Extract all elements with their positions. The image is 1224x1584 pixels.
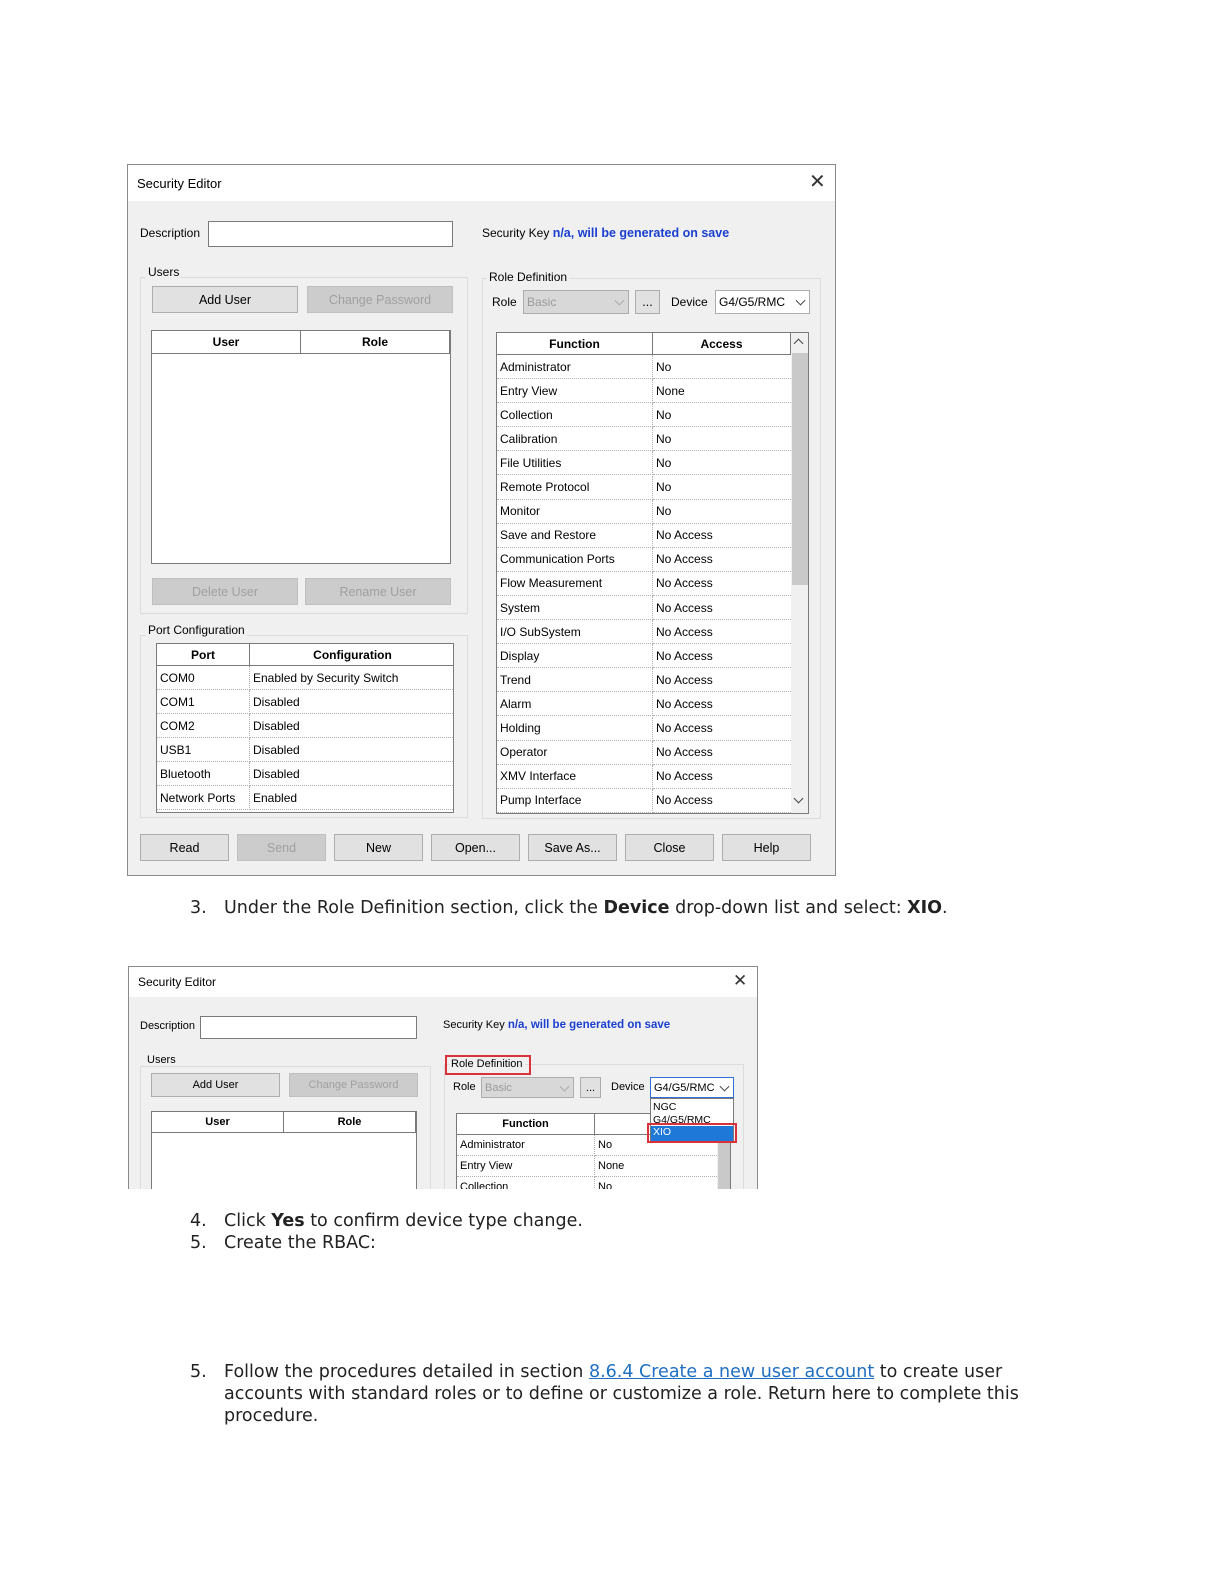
access-cell[interactable]: None <box>653 379 791 403</box>
security-key-label: Security Key <box>482 226 550 240</box>
add-user-button[interactable]: Add User <box>152 286 298 313</box>
function-cell[interactable]: Administrator <box>457 1135 595 1156</box>
function-access-table[interactable] <box>496 332 809 814</box>
step-number: 3. <box>190 898 207 918</box>
scrollbar-thumb[interactable] <box>792 353 808 585</box>
access-cell[interactable]: No <box>595 1135 717 1156</box>
access-cell[interactable]: No Access <box>653 765 791 789</box>
port-cell[interactable]: Network Ports <box>157 786 250 810</box>
function-cell[interactable]: System <box>497 596 653 620</box>
close-icon[interactable]: ✕ <box>809 171 826 193</box>
security-key <box>443 1019 670 1031</box>
role-dropdown-value: Basic <box>485 1081 512 1094</box>
role-browse-button[interactable]: ... <box>635 290 660 314</box>
send-button[interactable]: Send <box>237 834 326 861</box>
device-option-xio[interactable]: XIO <box>651 1126 733 1141</box>
configuration-cell[interactable]: Enabled <box>250 786 454 810</box>
delete-user-button[interactable]: Delete User <box>152 578 298 605</box>
access-cell[interactable]: No <box>595 1177 717 1189</box>
port-cell[interactable]: COM1 <box>157 690 250 714</box>
function-cell[interactable]: Display <box>497 644 653 668</box>
chevron-down-icon <box>615 296 625 306</box>
role-label: Role <box>453 1081 476 1093</box>
scroll-down-icon[interactable] <box>794 794 804 804</box>
device-dropdown-value: G4/G5/RMC <box>654 1081 715 1094</box>
configuration-cell[interactable]: Disabled <box>250 762 454 786</box>
device-label: Device <box>611 1081 645 1093</box>
access-cell[interactable]: No Access <box>653 572 791 596</box>
function-cell[interactable]: Alarm <box>497 692 653 716</box>
access-cell[interactable]: No <box>653 355 791 379</box>
step-number: 5. <box>190 1233 207 1253</box>
yes-emphasis: Yes <box>271 1211 305 1231</box>
function-cell[interactable]: Administrator <box>497 355 653 379</box>
role-dropdown[interactable] <box>523 290 629 314</box>
port-config-group-label: Port Configuration <box>148 623 245 637</box>
security-key-value: n/a, will be generated on save <box>552 226 730 240</box>
configuration-cell[interactable]: Enabled by Security Switch <box>250 666 454 690</box>
change-password-button[interactable]: Change Password <box>289 1073 418 1097</box>
function-cell[interactable]: Remote Protocol <box>497 476 653 500</box>
access-cell[interactable]: No Access <box>653 717 791 741</box>
configuration-column-header[interactable]: Configuration <box>250 644 454 666</box>
access-cell[interactable]: No <box>653 403 791 427</box>
security-key-value: n/a, will be generated on save <box>507 1019 671 1031</box>
chevron-down-icon <box>796 296 806 306</box>
role-dropdown-value: Basic <box>527 295 557 309</box>
access-cell[interactable]: No Access <box>653 789 791 813</box>
function-cell[interactable]: I/O SubSystem <box>497 620 653 644</box>
function-cell[interactable]: Flow Measurement <box>497 572 653 596</box>
function-column-header[interactable]: Function <box>457 1114 595 1135</box>
access-cell[interactable]: No Access <box>653 596 791 620</box>
help-button[interactable]: Help <box>722 834 811 861</box>
security-editor-dialog-cropped <box>128 966 758 1189</box>
access-cell[interactable]: No Access <box>653 620 791 644</box>
function-column-header[interactable]: Function <box>497 333 653 355</box>
security-editor-dialog <box>127 164 836 876</box>
device-dropdown[interactable] <box>650 1077 734 1098</box>
scroll-up-icon[interactable] <box>794 339 804 349</box>
access-cell[interactable]: No Access <box>653 548 791 572</box>
device-dropdown[interactable] <box>715 290 810 314</box>
port-column-header[interactable]: Port <box>157 644 250 666</box>
function-cell[interactable]: Monitor <box>497 500 653 524</box>
step-text: Create the RBAC: <box>224 1233 376 1253</box>
step-text: Click Yes to confirm device type change. <box>224 1211 583 1231</box>
device-emphasis: Device <box>603 898 670 918</box>
change-password-button[interactable]: Change Password <box>307 286 453 313</box>
users-group-label: Users <box>147 1054 176 1066</box>
step-text-line2: accounts with standard roles or to define or customize a role. Return here to complete this <box>224 1384 1019 1404</box>
description-label: Description <box>140 226 201 240</box>
role-dropdown[interactable] <box>481 1077 574 1098</box>
function-table-scrollbar[interactable] <box>791 333 809 813</box>
role-definition-highlight <box>445 1055 531 1075</box>
access-cell[interactable]: None <box>595 1156 717 1177</box>
access-cell[interactable]: No Access <box>653 644 791 668</box>
function-cell[interactable]: XMV Interface <box>497 765 653 789</box>
access-cell[interactable]: No Access <box>653 741 791 765</box>
role-column-header[interactable]: Role <box>301 331 450 354</box>
read-button[interactable]: Read <box>140 834 229 861</box>
function-cell[interactable]: Pump Interface <box>497 789 653 813</box>
function-cell[interactable]: Collection <box>497 403 653 427</box>
role-definition-label: Role Definition <box>451 1058 523 1070</box>
role-browse-button[interactable]: ... <box>580 1077 601 1098</box>
function-cell[interactable]: Entry View <box>497 379 653 403</box>
function-cell[interactable]: Save and Restore <box>497 524 653 548</box>
close-icon[interactable]: ✕ <box>733 971 748 990</box>
step-text-line3: procedure. <box>224 1406 319 1426</box>
device-option-ngc[interactable]: NGC <box>653 1101 677 1113</box>
role-column-header[interactable]: Role <box>284 1112 416 1133</box>
title-bar <box>129 967 757 997</box>
dialog-title: Security Editor <box>138 975 217 989</box>
description-input[interactable] <box>208 221 453 247</box>
function-cell[interactable]: Holding <box>497 717 653 741</box>
role-label: Role <box>492 295 517 309</box>
dialog-title: Security Editor <box>137 176 222 191</box>
port-cell[interactable]: COM0 <box>157 666 250 690</box>
device-label: Device <box>671 295 708 309</box>
xio-emphasis: XIO <box>907 898 943 918</box>
chevron-down-icon <box>560 1081 570 1091</box>
step-number: 4. <box>190 1211 207 1231</box>
access-cell[interactable]: No <box>653 476 791 500</box>
device-dropdown-value: G4/G5/RMC <box>719 295 786 309</box>
chevron-down-icon <box>720 1081 730 1091</box>
function-cell[interactable]: Operator <box>497 741 653 765</box>
function-cell[interactable]: Collection <box>457 1177 595 1189</box>
function-cell[interactable]: Communication Ports <box>497 548 653 572</box>
section-link[interactable]: 8.6.4 Create a new user account <box>588 1362 875 1382</box>
access-column-header[interactable]: Access <box>653 333 791 355</box>
function-cell[interactable]: Trend <box>497 668 653 692</box>
step-number: 5. <box>190 1362 207 1382</box>
access-cell[interactable]: No Access <box>653 668 791 692</box>
port-config-table[interactable] <box>156 643 454 813</box>
function-cell[interactable]: Calibration <box>497 427 653 451</box>
new-button[interactable]: New <box>334 834 423 861</box>
port-cell[interactable]: COM2 <box>157 714 250 738</box>
configuration-cell[interactable]: Disabled <box>250 714 454 738</box>
title-bar <box>128 165 835 201</box>
step-text-line1: Follow the procedures detailed in section 8.6.4 Create a new user account to create user <box>224 1362 1003 1382</box>
access-cell[interactable]: No Access <box>653 692 791 716</box>
security-key-label: Security Key <box>443 1019 505 1031</box>
function-cell[interactable]: Entry View <box>457 1156 595 1177</box>
configuration-cell[interactable]: Disabled <box>250 738 454 762</box>
access-cell[interactable]: No <box>653 500 791 524</box>
rename-user-button[interactable]: Rename User <box>305 578 451 605</box>
description-label: Description <box>140 1020 196 1032</box>
port-cell[interactable]: Bluetooth <box>157 762 250 786</box>
step-text: Under the Role Definition section, click the Device drop-down list and select: XIO. <box>224 898 948 918</box>
save-as-button[interactable]: Save As... <box>528 834 617 861</box>
function-cell[interactable]: File Utilities <box>497 451 653 475</box>
open-button[interactable]: Open... <box>431 834 520 861</box>
configuration-cell[interactable]: Disabled <box>250 690 454 714</box>
users-group-label: Users <box>148 265 180 279</box>
user-column-header[interactable]: User <box>152 331 301 354</box>
description-input[interactable] <box>200 1016 417 1039</box>
access-cell[interactable]: No Access <box>653 524 791 548</box>
users-table[interactable] <box>151 330 451 564</box>
user-column-header[interactable]: User <box>152 1112 284 1133</box>
security-key <box>482 226 729 240</box>
users-table[interactable] <box>151 1111 417 1189</box>
role-definition-label: Role Definition <box>489 270 568 284</box>
add-user-button[interactable]: Add User <box>151 1073 280 1097</box>
access-cell[interactable]: No <box>653 427 791 451</box>
close-button[interactable]: Close <box>625 834 714 861</box>
xio-highlight <box>647 1123 737 1143</box>
device-option-g4g5rmc[interactable]: G4/G5/RMC <box>653 1114 711 1124</box>
port-cell[interactable]: USB1 <box>157 738 250 762</box>
access-cell[interactable]: No <box>653 451 791 475</box>
